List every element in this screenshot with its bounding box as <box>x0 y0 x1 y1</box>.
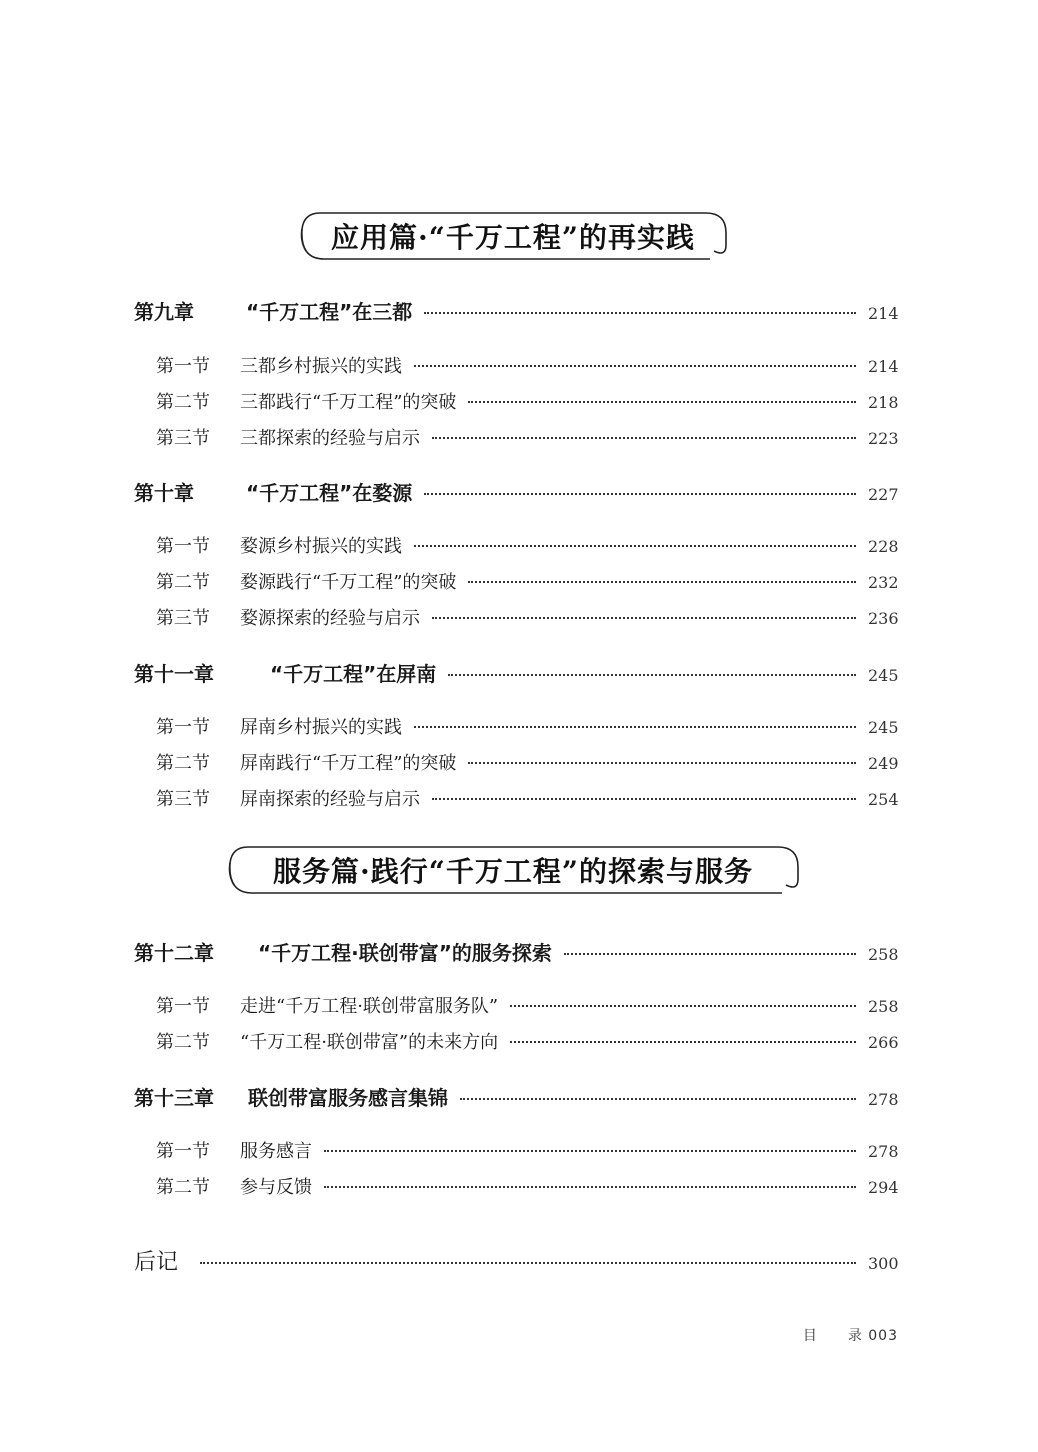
page-number: 232 <box>868 573 899 592</box>
section-number: 第一节 <box>156 536 210 557</box>
section-title: 婺源乡村振兴的实践 <box>240 536 402 557</box>
chapter-title: “千万工程·联创带富”的服务探索 <box>258 941 552 965</box>
dot-leader <box>200 1262 856 1264</box>
dot-leader <box>424 493 856 495</box>
section-number: 第二节 <box>156 1032 210 1053</box>
section-title: 服务感言 <box>240 1141 312 1162</box>
section-number: 第一节 <box>156 356 210 377</box>
section-number: 第三节 <box>156 789 210 810</box>
dot-leader <box>324 1150 856 1152</box>
page-number: 245 <box>868 666 899 685</box>
toc-section-12-1[interactable] <box>156 992 898 1018</box>
dot-leader <box>468 762 856 764</box>
section-title: 屏南乡村振兴的实践 <box>240 717 402 738</box>
toc-chapter-9[interactable] <box>134 296 898 325</box>
toc-chapter-10[interactable] <box>134 477 898 506</box>
toc-section-13-2[interactable] <box>156 1173 898 1199</box>
toc-section-12-2[interactable] <box>156 1028 898 1054</box>
page-number: 266 <box>868 1033 899 1052</box>
page-number: 236 <box>868 609 899 628</box>
section-number: 第二节 <box>156 572 210 593</box>
part-banner-service <box>226 845 800 895</box>
section-number: 第一节 <box>156 717 210 738</box>
afterword-title: 后记 <box>134 1250 179 1275</box>
toc-chapter-11[interactable] <box>134 658 898 687</box>
section-title: 参与反馈 <box>240 1177 312 1198</box>
section-title: 婺源探索的经验与启示 <box>240 608 420 629</box>
dot-leader <box>432 617 856 619</box>
page-number: 294 <box>868 1178 899 1197</box>
toc-section-10-1[interactable] <box>156 532 898 558</box>
dot-leader <box>414 726 856 728</box>
chapter-title: “千万工程”在屏南 <box>270 662 437 686</box>
toc-afterword[interactable] <box>134 1245 898 1276</box>
page-number: 249 <box>868 754 899 773</box>
toc-section-9-3[interactable] <box>156 424 898 450</box>
toc-section-10-3[interactable] <box>156 604 898 630</box>
section-number: 第一节 <box>156 996 210 1017</box>
footer-label-left: 目 <box>802 1328 818 1344</box>
toc-chapter-13[interactable] <box>134 1082 898 1111</box>
toc-section-11-1[interactable] <box>156 713 898 739</box>
page-number: 245 <box>868 718 899 737</box>
dot-leader <box>564 953 856 955</box>
page-number: 278 <box>868 1142 899 1161</box>
section-number: 第一节 <box>156 1141 210 1162</box>
chapter-title: 联创带富服务感言集锦 <box>248 1086 448 1110</box>
toc-section-11-2[interactable] <box>156 749 898 775</box>
dot-leader <box>468 581 856 583</box>
chapter-title: “千万工程”在婺源 <box>246 481 413 505</box>
dot-leader <box>510 1005 856 1007</box>
page-number: 214 <box>868 304 899 323</box>
toc-section-9-2[interactable] <box>156 388 898 414</box>
chapter-number: 第十三章 <box>134 1086 214 1110</box>
dot-leader <box>324 1186 856 1188</box>
chapter-number: 第十章 <box>134 481 194 505</box>
chapter-number: 第九章 <box>134 300 194 324</box>
dot-leader <box>432 437 856 439</box>
section-number: 第二节 <box>156 392 210 413</box>
page-number: 228 <box>868 537 899 556</box>
dot-leader <box>414 365 856 367</box>
dot-leader <box>432 798 856 800</box>
page-number: 218 <box>868 393 899 412</box>
page-footer <box>803 1325 898 1345</box>
dot-leader <box>468 401 856 403</box>
section-number: 第二节 <box>156 1177 210 1198</box>
footer-page-number: 003 <box>868 1328 898 1344</box>
section-number: 第三节 <box>156 608 210 629</box>
part-title: 应用篇·“千万工程”的再实践 <box>331 221 695 254</box>
part-title: 服务篇·践行“千万工程”的探索与服务 <box>273 855 753 888</box>
section-title: “千万工程·联创带富”的未来方向 <box>240 1032 499 1053</box>
section-title: 婺源践行“千万工程”的突破 <box>240 572 457 593</box>
page-number: 300 <box>868 1254 899 1273</box>
page-number: 227 <box>868 485 899 504</box>
page-number: 223 <box>868 429 899 448</box>
section-title: 屏南探索的经验与启示 <box>240 789 420 810</box>
page-number: 258 <box>868 945 899 964</box>
chapter-title: “千万工程”在三都 <box>246 300 413 324</box>
toc-section-9-1[interactable] <box>156 352 898 378</box>
section-title: 走进“千万工程·联创带富服务队” <box>240 996 499 1017</box>
section-title: 三都探索的经验与启示 <box>240 428 420 449</box>
toc-chapter-12[interactable] <box>134 937 898 966</box>
footer-label-right: 录 <box>847 1328 863 1344</box>
page-number: 214 <box>868 357 899 376</box>
chapter-number: 第十一章 <box>134 662 214 686</box>
part-banner-application <box>298 211 728 261</box>
section-number: 第二节 <box>156 753 210 774</box>
page-number: 258 <box>868 997 899 1016</box>
page-number: 254 <box>868 790 899 809</box>
section-title: 三都践行“千万工程”的突破 <box>240 392 457 413</box>
section-number: 第三节 <box>156 428 210 449</box>
toc-section-13-1[interactable] <box>156 1137 898 1163</box>
page-number: 278 <box>868 1090 899 1109</box>
section-title: 屏南践行“千万工程”的突破 <box>240 753 457 774</box>
dot-leader <box>414 545 856 547</box>
dot-leader <box>448 674 856 676</box>
toc-section-11-3[interactable] <box>156 785 898 811</box>
toc-section-10-2[interactable] <box>156 568 898 594</box>
chapter-number: 第十二章 <box>134 941 214 965</box>
dot-leader <box>460 1098 856 1100</box>
dot-leader <box>510 1041 856 1043</box>
dot-leader <box>424 312 856 314</box>
section-title: 三都乡村振兴的实践 <box>240 356 402 377</box>
